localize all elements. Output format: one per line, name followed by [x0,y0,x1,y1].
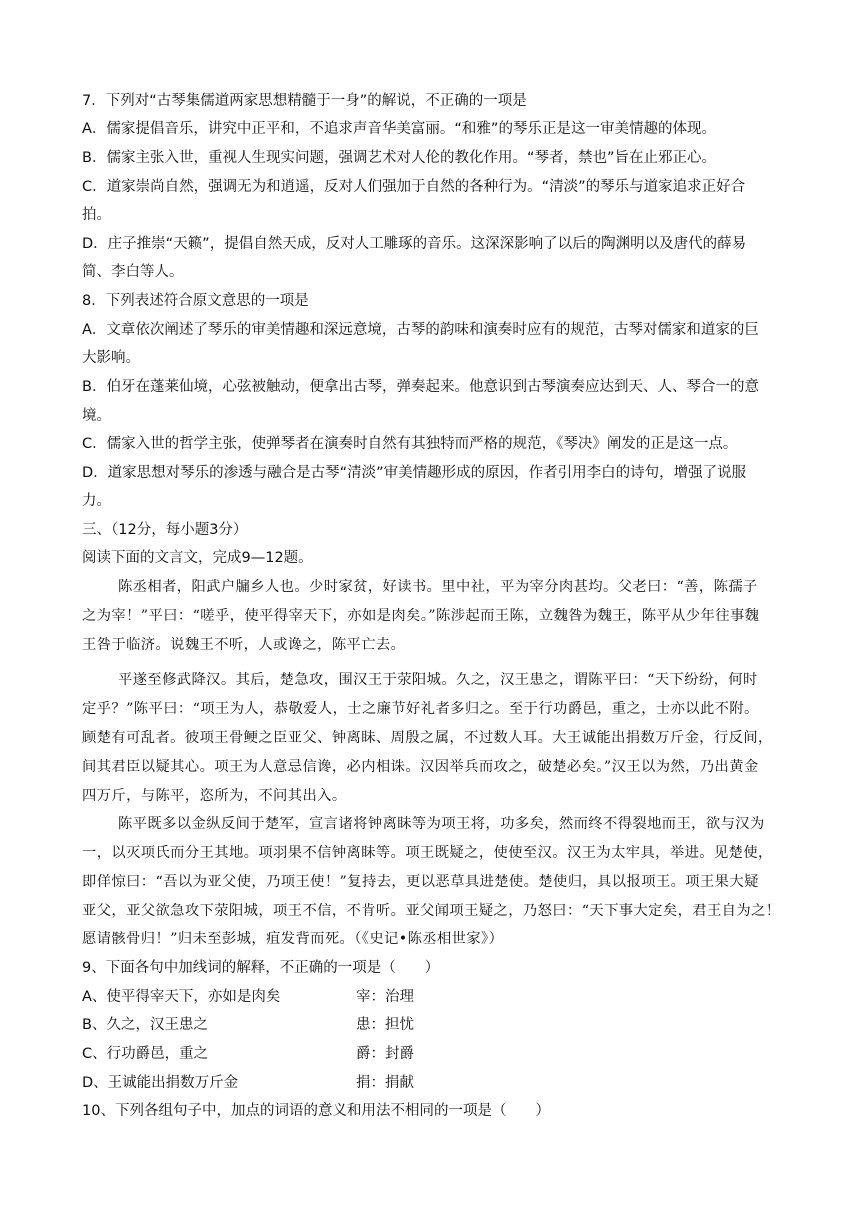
q9-option-b-sentence: B、久之，汉王患之 [82,1017,208,1033]
passage-p1-line3: 王咎于临济。说魏王不听，人或谗之，陈平亡去。 [82,637,406,653]
q7-option-d-line1: D．庄子推崇“天籁”，提倡自然天成，反对人工雕琢的音乐。这深深影响了以后的陶渊明以及唐代的薛易 [82,236,747,252]
q9-option-d-sentence: D、王诚能出捐数万斤金 [82,1075,239,1091]
passage-p2-line3: 顾楚有可乱者。彼项王骨鲠之臣亚父、钟离眛、周殷之属，不过数人耳。大王诚能出捐数万斤金，行反间， [82,730,773,746]
q8-option-b-line2: 境。 [82,408,111,424]
passage-p1-line2: 之为宰！”平曰：“嗟乎，使平得宰天下，亦如是肉矣。”陈涉起而王陈，立魏咎为魏王，陈平从少年往事魏 [82,608,760,624]
passage-p3-line1: 陈平既多以金纵反间于楚军，宣言诸将钟离眛等为项王将，功多矣，然而终不得裂地而王，欲与汉为 [118,816,765,832]
passage-p3-line4: 亚父，亚父欲急攻下荥阳城，项王不信，不肯听。亚父闻项王疑之，乃怒曰：“天下事大定矣，君王自为之！ [82,903,781,919]
passage-p3-line5: 愿请骸骨归！”归未至彭城，疽发背而死。（《史记•陈丞相世家》） [82,931,504,947]
section-3-heading: 三、（12分，每小题3分） [82,522,248,538]
q7-option-b: B．儒家主张入世，重视人生现实问题，强调艺术对人伦的教化作用。“琴者，禁也”旨在止邪正心。 [82,150,716,166]
passage-p2-line2: 定乎？”陈平曰：“项王为人，恭敬爱人，士之廉节好礼者多归之。至于行功爵邑，重之，士亦以此不附。 [82,701,759,717]
q7-option-a: A．儒家提倡音乐，讲究中正平和，不追求声音华美富丽。“和雅”的琴乐正是这一审美情趣的体现。 [82,121,716,137]
q7-option-c-line1: C．道家崇尚自然，强调无为和逍遥，反对人们强加于自然的各种行为。“清淡”的琴乐与道家追求正好合 [82,179,746,195]
q9-option-c-gloss: 爵：封爵 [356,1046,414,1062]
passage-p2-line4: 间其君臣以疑其心。项王为人意忌信谗，必内相诛。汉因举兵而攻之，破楚必矣。”汉王以为然，乃出黄金 [82,759,759,775]
q8-option-b-line1: B．伯牙在蓬莱仙境，心弦被触动，便拿出古琴，弹奏起来。他意识到古琴演奏应达到天、人、琴合一的意 [82,379,759,395]
passage-p1-line1: 陈丞相者，阳武户牖乡人也。少时家贫，好读书。里中社，平为宰分肉甚均。父老曰：“善，陈孺子 [118,579,758,595]
q7-option-c-line2: 拍。 [82,207,111,223]
q10-stem: 10、下列各组句子中，加点的词语的意义和用法不相同的一项是（ ） [82,1103,550,1119]
q8-stem: 8．下列表述符合原文意思的一项是 [82,293,309,309]
passage-p3-line2: 一，以灭项氏而分王其地。项羽果不信钟离眛等。项王既疑之，使使至汉。汉王为太牢具，举进。见楚使， [82,845,773,861]
q8-option-a-line1: A．文章依次阐述了琴乐的审美情趣和深远意境，古琴的韵味和演奏时应有的规范，古琴对儒家和道家的巨 [82,322,759,338]
q8-option-a-line2: 大影响。 [82,350,140,366]
q8-option-d-line2: 力。 [82,493,111,509]
q9-option-c-sentence: C、行功爵邑，重之 [82,1046,209,1062]
q9-stem: 9、下面各句中加线词的解释，不正确的一项是（ ） [82,960,440,976]
passage-p3-line3: 即佯惊曰：“吾以为亚父使，乃项王使！”复持去，更以恶草具进楚使。楚使归，具以报项王。项王果大疑 [82,874,759,890]
q7-option-d-line2: 简、李白等人。 [82,264,184,280]
q8-option-c: C．儒家入世的哲学主张，使弹琴者在演奏时自然有其独特而严格的规范，《琴决》阐发的正是这一点。 [82,436,738,452]
q8-option-d-line1: D．道家思想对琴乐的渗透与融合是古琴“清淡”审美情趣形成的原因，作者引用李白的诗句，增强了说服 [82,465,747,481]
q7-stem: 7．下列对“古琴集儒道两家思想精髓于一身”的解说，不正确的一项是 [82,93,527,109]
passage-p2-line1: 平遂至修武降汉。其后，楚急攻，围汉王于荥阳城。久之，汉王患之，谓陈平曰：“天下纷纷，何时 [118,672,758,688]
q9-option-a-sentence: A、使平得宰天下，亦如是肉矣 [82,989,281,1005]
q9-option-b-gloss: 患：担忧 [356,1017,414,1033]
q9-option-d-gloss: 捐：捐献 [356,1075,414,1091]
passage-p2-line5: 四万斤，与陈平，恣所为，不问其出入。 [82,788,347,804]
section-3-intro: 阅读下面的文言文，完成9—12题。 [82,550,313,566]
q9-option-a-gloss: 宰：治理 [356,989,414,1005]
